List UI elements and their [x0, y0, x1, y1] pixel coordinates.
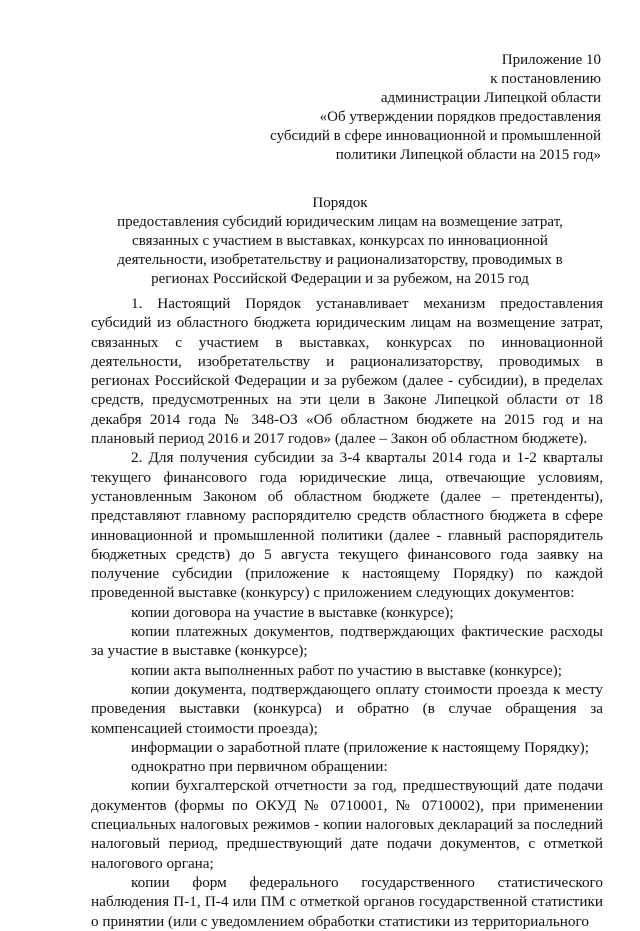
appendix-line: политики Липецкой области на 2015 год» [335, 147, 601, 163]
document-body [91, 294, 603, 931]
appendix-line: субсидий в сфере инновационной и промышленной [270, 128, 601, 144]
appendix-line: к постановлению [490, 71, 601, 87]
appendix-line: Приложение 10 [501, 52, 601, 68]
body-paragraph: 2. Для получения субсидии за 3-4 кварталы 2014 года и 1-2 кварталы текущего финансового года юридические лица, отвечающие условиям, установленным Законом об областном бюджете (далее – претенденты), представляют главному распорядителю средств областного бюджета в сфере инновационной и промышленной политики (далее - главный распорядитель бюджетных средств) до 5 августа текущего финансового года заявку на получение субсидии (приложение к настоящему Порядку) по каждой проведенной выставке (конкурсу) с приложением следующих документов: [91, 449, 603, 602]
title-heading: Порядок [312, 195, 368, 211]
subtitle-line: связанных с участием в выставках, конкурсах по инновационной [132, 233, 548, 249]
subtitle-line: предоставления субсидий юридическим лицам на возмещение затрат, [117, 214, 563, 230]
body-paragraph: 1. Настоящий Порядок устанавливает механизм предоставления субсидий из областного бюджета юридическим лицам на возмещение затрат, связанных с участием в выставках, конкурсах по инновационной деятельности, изобретательству и рационализаторству, проводимых в регионах Российской Федерации и за рубежом (далее - субсидии), в пределах средств, предусмотренных на эти цели в Законе Липецкой области от 18 декабря 2014 года № 348-ОЗ «Об областном бюджете на 2015 год и на плановый период 2016 и 2017 годов» (далее – Закон об областном бюджете). [91, 295, 603, 448]
body-paragraph: копии документа, подтверждающего оплату стоимости проезда к месту проведения выставки (конкурса) и обратно (в случае обращения за компенсацией стоимости проезда); [91, 680, 603, 737]
title-subtitle [90, 213, 590, 289]
subtitle-line: регионах Российской Федерации и за рубежом, на 2015 год [151, 271, 529, 287]
subtitle-line: деятельности, изобретательству и рационализаторству, проводимых в [117, 252, 563, 268]
body-paragraph: копии платежных документов, подтверждающих фактические расходы за участие в выставке (конкурсе); [91, 623, 603, 660]
body-paragraph: копии акта выполненных работ по участию в выставке (конкурсе); [131, 661, 562, 679]
body-paragraph: информации о заработной плате (приложение к настоящему Порядку); [131, 738, 589, 756]
appendix-line: «Об утверждении порядков предоставления [319, 109, 601, 125]
appendix-line: администрации Липецкой области [380, 90, 601, 106]
appendix-header [270, 51, 601, 165]
body-paragraph: копии договора на участие в выставке (конкурсе); [131, 603, 454, 621]
body-paragraph: копии бухгалтерской отчетности за год, предшествующий дате подачи документов (формы по ОКУД № 0710001, № 0710002), при применении специальных налоговых режимов - копии налоговых деклараций за последний налоговый период, предшествующий дате подачи документов, с отметкой налогового органа; [91, 777, 603, 872]
body-paragraph: копии форм федерального государственного статистического наблюдения П-1, П-4 или ПМ с отметкой органов государственной статистики о принятии (или с уведомлением обработки статистики из территориального [91, 873, 603, 930]
body-paragraph: однократно при первичном обращении: [131, 758, 388, 776]
document-title [90, 194, 590, 289]
